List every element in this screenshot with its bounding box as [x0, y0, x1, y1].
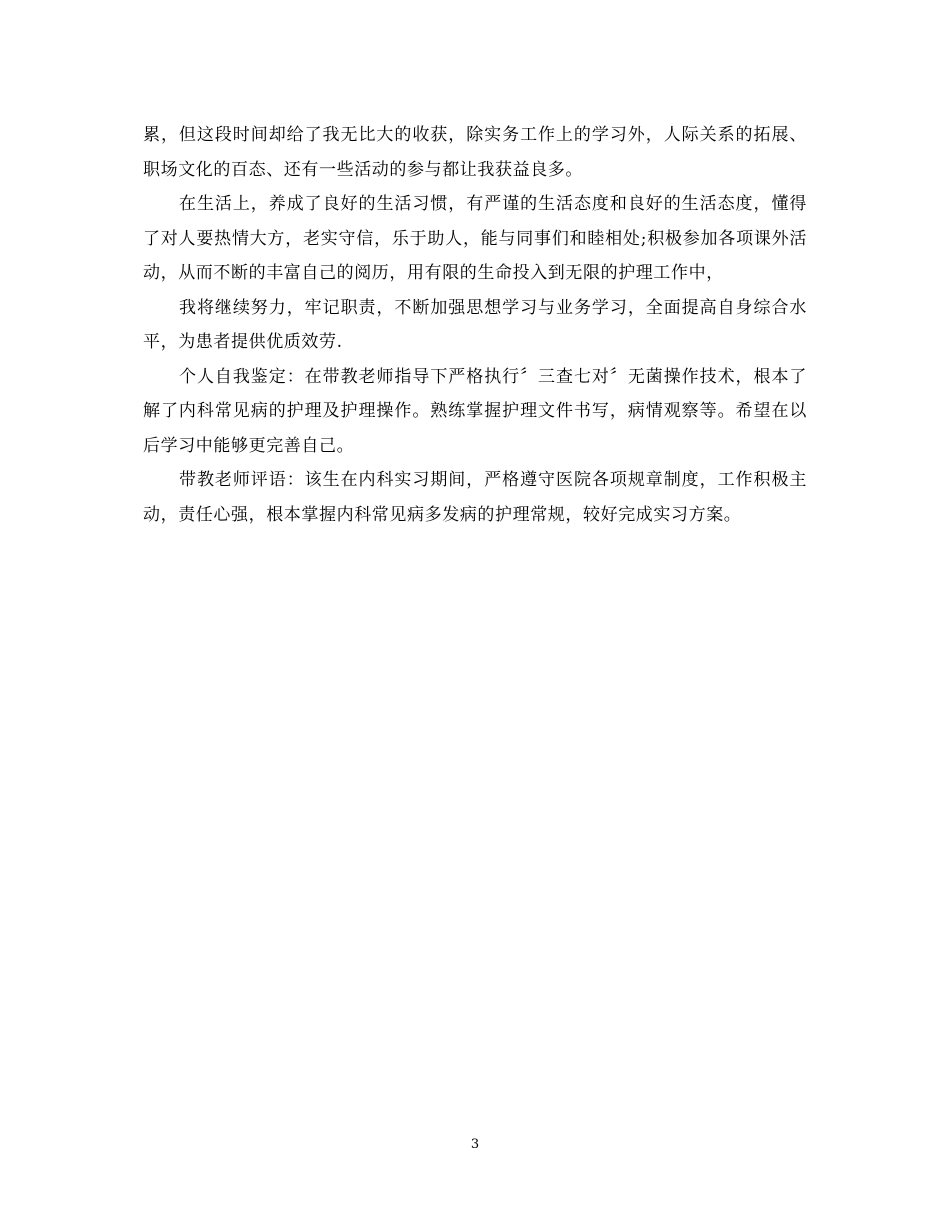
paragraph-3: 我将继续努力，牢记职责，不断加强思想学习与业务学习，全面提高自身综合水平，为患者提供优质效劳.: [143, 297, 807, 352]
paragraph-2: 在生活上，养成了良好的生活习惯，有严谨的生活态度和良好的生活态度，懂得了对人要热情大方，老实守信，乐于助人，能与同事们和睦相处;积极参加各项课外活动，从而不断的丰富自己的阅历，用有限的生命投入到无限的护理工作中，: [143, 194, 807, 283]
paragraph-5: 带教老师评语：该生在内科实习期间，严格遵守医院各项规章制度，工作积极主动，责任心强，根本掌握内科常见病多发病的护理常规，较好完成实习方案。: [143, 470, 807, 525]
body-text: [143, 118, 807, 532]
page-number: 3: [470, 1137, 480, 1152]
paragraph-4: 个人自我鉴定：在带教老师指导下严格执行〞三查七对〞无菌操作技术，根本了解了内科常见病的护理及护理操作。熟练掌握护理文件书写，病情观察等。希望在以后学习中能够更完善自己。: [143, 366, 807, 456]
paragraph-1: 累，但这段时间却给了我无比大的收获，除实务工作上的学习外，人际关系的拓展、职场文化的百态、还有一些活动的参与都让我获益良多。: [143, 125, 807, 180]
